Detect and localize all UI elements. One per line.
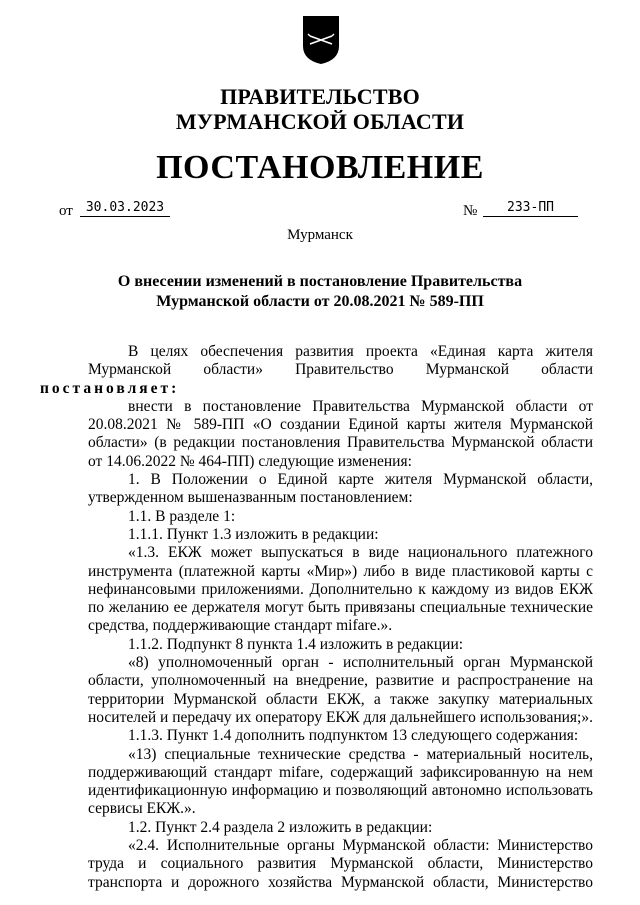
paragraph-item-1: 1. В Положении о Единой карте жителя Мурманской области, утвержденном вышеназванным постановлением: (88, 471, 593, 507)
subject-line1: О внесении изменений в постановление Правительства (117, 273, 523, 290)
paragraph-item-1-1: 1.1. В разделе 1: (128, 507, 236, 525)
paragraph-quote-8: «8) уполномоченный орган - исполнительный орган Мурманской области, уполномоченный на внедрение, развитие и распространение на территории Мурманской области ЕКЖ, а также закупку материальных носителей и передачу их оператору ЕКЖ для дальнейшего использования;». (88, 654, 593, 726)
paragraph-item-1-2: 1.2. Пункт 2.4 раздела 2 изложить в редакции: (128, 818, 433, 836)
document-body (40, 343, 593, 892)
paragraph-quote-13: «13) специальные технические средства - материальный носитель, поддерживающий стандарт mifare, содержащий зафиксированную на нем идентификационную информацию и позволяющий автономно использовать сервисы ЕКЖ.». (88, 745, 593, 818)
document-number: 233-ПП (483, 200, 578, 217)
document-type-title: ПОСТАНОВЛЕНИЕ (156, 149, 484, 186)
resolves-word: постановляет: (40, 379, 180, 397)
paragraph-amend: внести в постановление Правительства Мурманской области от 20.08.2021 № 589-ПП «О создании Единой карты жителя Мурманской области» (в редакции постановления Правительства Мурманской области от 14.06.2022 № 464-ПП) следующие изменения: (88, 397, 593, 470)
subject-line2: Мурманской области от 20.08.2021 № 589-ПП (156, 293, 484, 310)
paragraph-item-1-1-3: 1.1.3. Пункт 1.4 дополнить подпунктом 13 следующего содержания: (128, 727, 579, 745)
document-date: 30.03.2023 (80, 200, 170, 217)
document-subject (0, 272, 640, 312)
number-label: № (463, 203, 478, 219)
city-name: Мурманск (287, 227, 353, 243)
paragraph-quote-1-3: «1.3. ЕКЖ может выпускаться в виде национального платежного инструмента (платежной карты «Мир») либо в виде пластиковой карты с нефинансовыми приложениями. Дополнительно к каждому из видов ЕКЖ по желанию ее держателя могут быть привязаны специальные технические средства, поддерживающие стандарт mifare.». (88, 544, 593, 635)
paragraph-quote-2-4: «2.4. Исполнительные органы Мурманской области: Министерство труда и социального развития Мурманской области, Министерство транспорта и дорожного хозяйства Мурманской области, Министерство (88, 837, 593, 891)
government-title-line1: ПРАВИТЕЛЬСТВО (220, 84, 420, 109)
preamble-paragraph: В целях обеспечения развития проекта «Единая карта жителя Мурманской области» Правительство Мурманской области (88, 343, 593, 379)
paragraph-item-1-1-1: 1.1.1. Пункт 1.3 изложить в редакции: (128, 525, 379, 543)
coat-of-arms-icon (301, 14, 341, 66)
government-title-line2: МУРМАНСКОЙ ОБЛАСТИ (175, 109, 465, 134)
date-label: от (59, 203, 73, 219)
paragraph-item-1-1-2: 1.1.2. Подпункт 8 пункта 1.4 изложить в редакции: (128, 635, 464, 653)
